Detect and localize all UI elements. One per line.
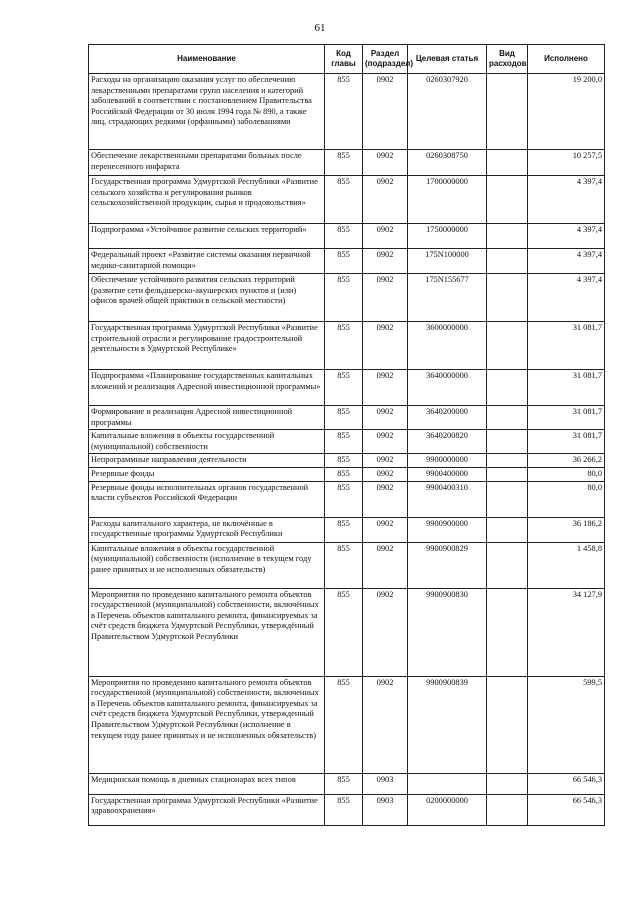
table-header-row — [89, 45, 605, 74]
cell-expense-type — [487, 274, 528, 322]
cell-executed: 80,0 — [528, 467, 605, 481]
table-row — [89, 406, 605, 430]
cell-executed: 66 546,3 — [528, 794, 605, 825]
table-row — [89, 794, 605, 825]
table-row — [89, 150, 605, 176]
cell-expense-type — [487, 794, 528, 825]
cell-target: 9900400000 — [408, 467, 487, 481]
cell-executed: 19 200,0 — [528, 74, 605, 150]
cell-name: Формирование и реализация Адресной инвестиционной программы — [89, 406, 325, 430]
cell-executed: 80,0 — [528, 481, 605, 517]
cell-executed: 31 081,7 — [528, 370, 605, 406]
cell-target — [408, 773, 487, 794]
cell-executed: 1 458,8 — [528, 542, 605, 588]
cell-code: 855 — [325, 176, 363, 224]
table-row — [89, 430, 605, 454]
cell-code: 855 — [325, 249, 363, 274]
cell-name: Расходы капитального характера, не включённые в государственные программы Удмуртской Республики — [89, 517, 325, 542]
cell-expense-type — [487, 467, 528, 481]
table-row — [89, 176, 605, 224]
cell-code: 855 — [325, 322, 363, 370]
cell-target: 9900000000 — [408, 454, 487, 468]
cell-section: 0902 — [363, 454, 408, 468]
cell-name: Резервные фонды — [89, 467, 325, 481]
cell-expense-type — [487, 517, 528, 542]
cell-target: 3640200820 — [408, 430, 487, 454]
cell-code: 855 — [325, 794, 363, 825]
cell-executed: 10 257,5 — [528, 150, 605, 176]
cell-target: 0200000000 — [408, 794, 487, 825]
cell-section: 0903 — [363, 773, 408, 794]
header-expense-type: Вид расходов — [487, 45, 528, 74]
cell-section: 0902 — [363, 150, 408, 176]
cell-target: 175N100000 — [408, 249, 487, 274]
header-target: Целевая статья — [408, 45, 487, 74]
cell-code: 855 — [325, 676, 363, 773]
cell-target: 175N155677 — [408, 274, 487, 322]
cell-section: 0902 — [363, 274, 408, 322]
cell-section: 0902 — [363, 249, 408, 274]
header-section: Раздел (подраздел) — [363, 45, 408, 74]
cell-code: 855 — [325, 467, 363, 481]
cell-executed: 31 081,7 — [528, 322, 605, 370]
cell-code: 855 — [325, 406, 363, 430]
cell-executed: 36 266,2 — [528, 454, 605, 468]
cell-code: 855 — [325, 274, 363, 322]
cell-executed: 4 397,4 — [528, 249, 605, 274]
cell-section: 0902 — [363, 430, 408, 454]
table-row — [89, 481, 605, 517]
cell-executed: 4 397,4 — [528, 176, 605, 224]
cell-name: Мероприятия по проведению капитального ремонта объектов государственной (муниципальной) собственности, включённых в Перечень объектов капитального ремонта, финансируемых за счёт средств бюджета Удмуртской Республики, утверждённый Правительством Удмуртской Республики — [89, 588, 325, 676]
cell-section: 0902 — [363, 370, 408, 406]
cell-code: 855 — [325, 773, 363, 794]
cell-section: 0902 — [363, 517, 408, 542]
table-row — [89, 74, 605, 150]
header-name: Наименование — [89, 45, 325, 74]
cell-expense-type — [487, 481, 528, 517]
cell-section: 0902 — [363, 467, 408, 481]
cell-section: 0902 — [363, 322, 408, 370]
cell-executed: 4 397,4 — [528, 274, 605, 322]
cell-name: Капитальные вложения в объекты государственной (муниципальной) собственности (исполнение в текущем году ранее принятых и не исполненных обязательств) — [89, 542, 325, 588]
cell-code: 855 — [325, 370, 363, 406]
cell-section: 0902 — [363, 74, 408, 150]
cell-expense-type — [487, 588, 528, 676]
cell-code: 855 — [325, 430, 363, 454]
cell-name: Обеспечение лекарственными препаратами больных после перенесенного инфаркта — [89, 150, 325, 176]
cell-name: Расходы на организацию оказания услуг по обеспечению лекарственными препаратами групп населения и категорий заболеваний в соответствии с постановлением Правительства Российской Федерации от 30 июля 1994 года № 890, а также лиц, страдающих редкими (орфанными) заболеваниями — [89, 74, 325, 150]
cell-name: Медицинская помощь в дневных стационарах всех типов — [89, 773, 325, 794]
cell-executed: 66 546,3 — [528, 773, 605, 794]
cell-target: 0260307920 — [408, 74, 487, 150]
table-row — [89, 517, 605, 542]
page-number: 61 — [314, 22, 326, 34]
cell-target: 1700000000 — [408, 176, 487, 224]
cell-executed: 4 397,4 — [528, 224, 605, 249]
cell-target: 9900900829 — [408, 542, 487, 588]
cell-executed: 31 081,7 — [528, 430, 605, 454]
cell-name: Подпрограмма «Устойчивое развитие сельских территорий» — [89, 224, 325, 249]
cell-expense-type — [487, 773, 528, 794]
cell-section: 0903 — [363, 794, 408, 825]
cell-expense-type — [487, 676, 528, 773]
cell-name: Капитальные вложения в объекты государственной (муниципальной) собственности — [89, 430, 325, 454]
cell-expense-type — [487, 150, 528, 176]
cell-section: 0902 — [363, 406, 408, 430]
cell-name: Мероприятия по проведению капитального ремонта объектов государственной (муниципальной) собственности, включенных в Перечень объектов капитального ремонта, финансируемых за счёт средств бюджета Удмуртской Республики, утвержденный Правительством Удмуртской Республики (исполнение в текущем году ранее принятых и не исполненных обязательств) — [89, 676, 325, 773]
cell-expense-type — [487, 370, 528, 406]
cell-target: 9900900830 — [408, 588, 487, 676]
cell-name: Государственная программа Удмуртской Республики «Развитие сельского хозяйства и регулирования рынков сельскохозяйственной продукции, сырья и продовольствия» — [89, 176, 325, 224]
cell-executed: 599,5 — [528, 676, 605, 773]
cell-expense-type — [487, 74, 528, 150]
cell-section: 0902 — [363, 481, 408, 517]
budget-execution-table — [88, 44, 605, 826]
table-row — [89, 773, 605, 794]
cell-name: Государственная программа Удмуртской Республики «Развитие строительной отрасли и регулирование градостроительной деятельности в Удмуртской Республике» — [89, 322, 325, 370]
table-row — [89, 467, 605, 481]
cell-section: 0902 — [363, 588, 408, 676]
cell-executed: 36 186,2 — [528, 517, 605, 542]
table-row — [89, 542, 605, 588]
cell-code: 855 — [325, 481, 363, 517]
cell-code: 855 — [325, 150, 363, 176]
table-body — [89, 74, 605, 826]
cell-name: Обеспечение устойчивого развития сельских территорий (развитие сети фельдшерско-акушерских пунктов и (или) офисов врачей общей практики в сельской местности) — [89, 274, 325, 322]
cell-target: 0260308750 — [408, 150, 487, 176]
header-code: Код главы — [325, 45, 363, 74]
cell-target: 9900900000 — [408, 517, 487, 542]
cell-expense-type — [487, 406, 528, 430]
cell-target: 9900400310 — [408, 481, 487, 517]
table-row — [89, 322, 605, 370]
cell-expense-type — [487, 542, 528, 588]
cell-code: 855 — [325, 588, 363, 676]
cell-target: 1750000000 — [408, 224, 487, 249]
cell-section: 0902 — [363, 542, 408, 588]
cell-name: Непрограммные направления деятельности — [89, 454, 325, 468]
table-row — [89, 224, 605, 249]
cell-executed: 34 127,9 — [528, 588, 605, 676]
table-row — [89, 274, 605, 322]
cell-name: Государственная программа Удмуртской Республики «Развитие здравоохранения» — [89, 794, 325, 825]
cell-expense-type — [487, 322, 528, 370]
cell-code: 855 — [325, 517, 363, 542]
cell-code: 855 — [325, 454, 363, 468]
cell-section: 0902 — [363, 224, 408, 249]
cell-section: 0902 — [363, 176, 408, 224]
cell-name: Резервные фонды исполнительных органов государственной власти субъектов Российской Федерации — [89, 481, 325, 517]
table-row — [89, 588, 605, 676]
table-row — [89, 676, 605, 773]
cell-name: Подпрограмма «Планирование государственных капитальных вложений и реализация Адресной инвестиционной программы» — [89, 370, 325, 406]
cell-name: Федеральный проект «Развитие системы оказания первичной медико-санитарной помощи» — [89, 249, 325, 274]
cell-target: 9900900839 — [408, 676, 487, 773]
cell-target: 3600000000 — [408, 322, 487, 370]
cell-expense-type — [487, 249, 528, 274]
cell-executed: 31 081,7 — [528, 406, 605, 430]
cell-expense-type — [487, 430, 528, 454]
cell-code: 855 — [325, 224, 363, 249]
cell-code: 855 — [325, 74, 363, 150]
table-row — [89, 249, 605, 274]
cell-target: 3640200000 — [408, 406, 487, 430]
cell-code: 855 — [325, 542, 363, 588]
cell-section: 0902 — [363, 676, 408, 773]
cell-target: 3640000000 — [408, 370, 487, 406]
cell-expense-type — [487, 224, 528, 249]
table-row — [89, 370, 605, 406]
cell-expense-type — [487, 176, 528, 224]
cell-expense-type — [487, 454, 528, 468]
table-row — [89, 454, 605, 468]
header-executed: Исполнено — [528, 45, 605, 74]
